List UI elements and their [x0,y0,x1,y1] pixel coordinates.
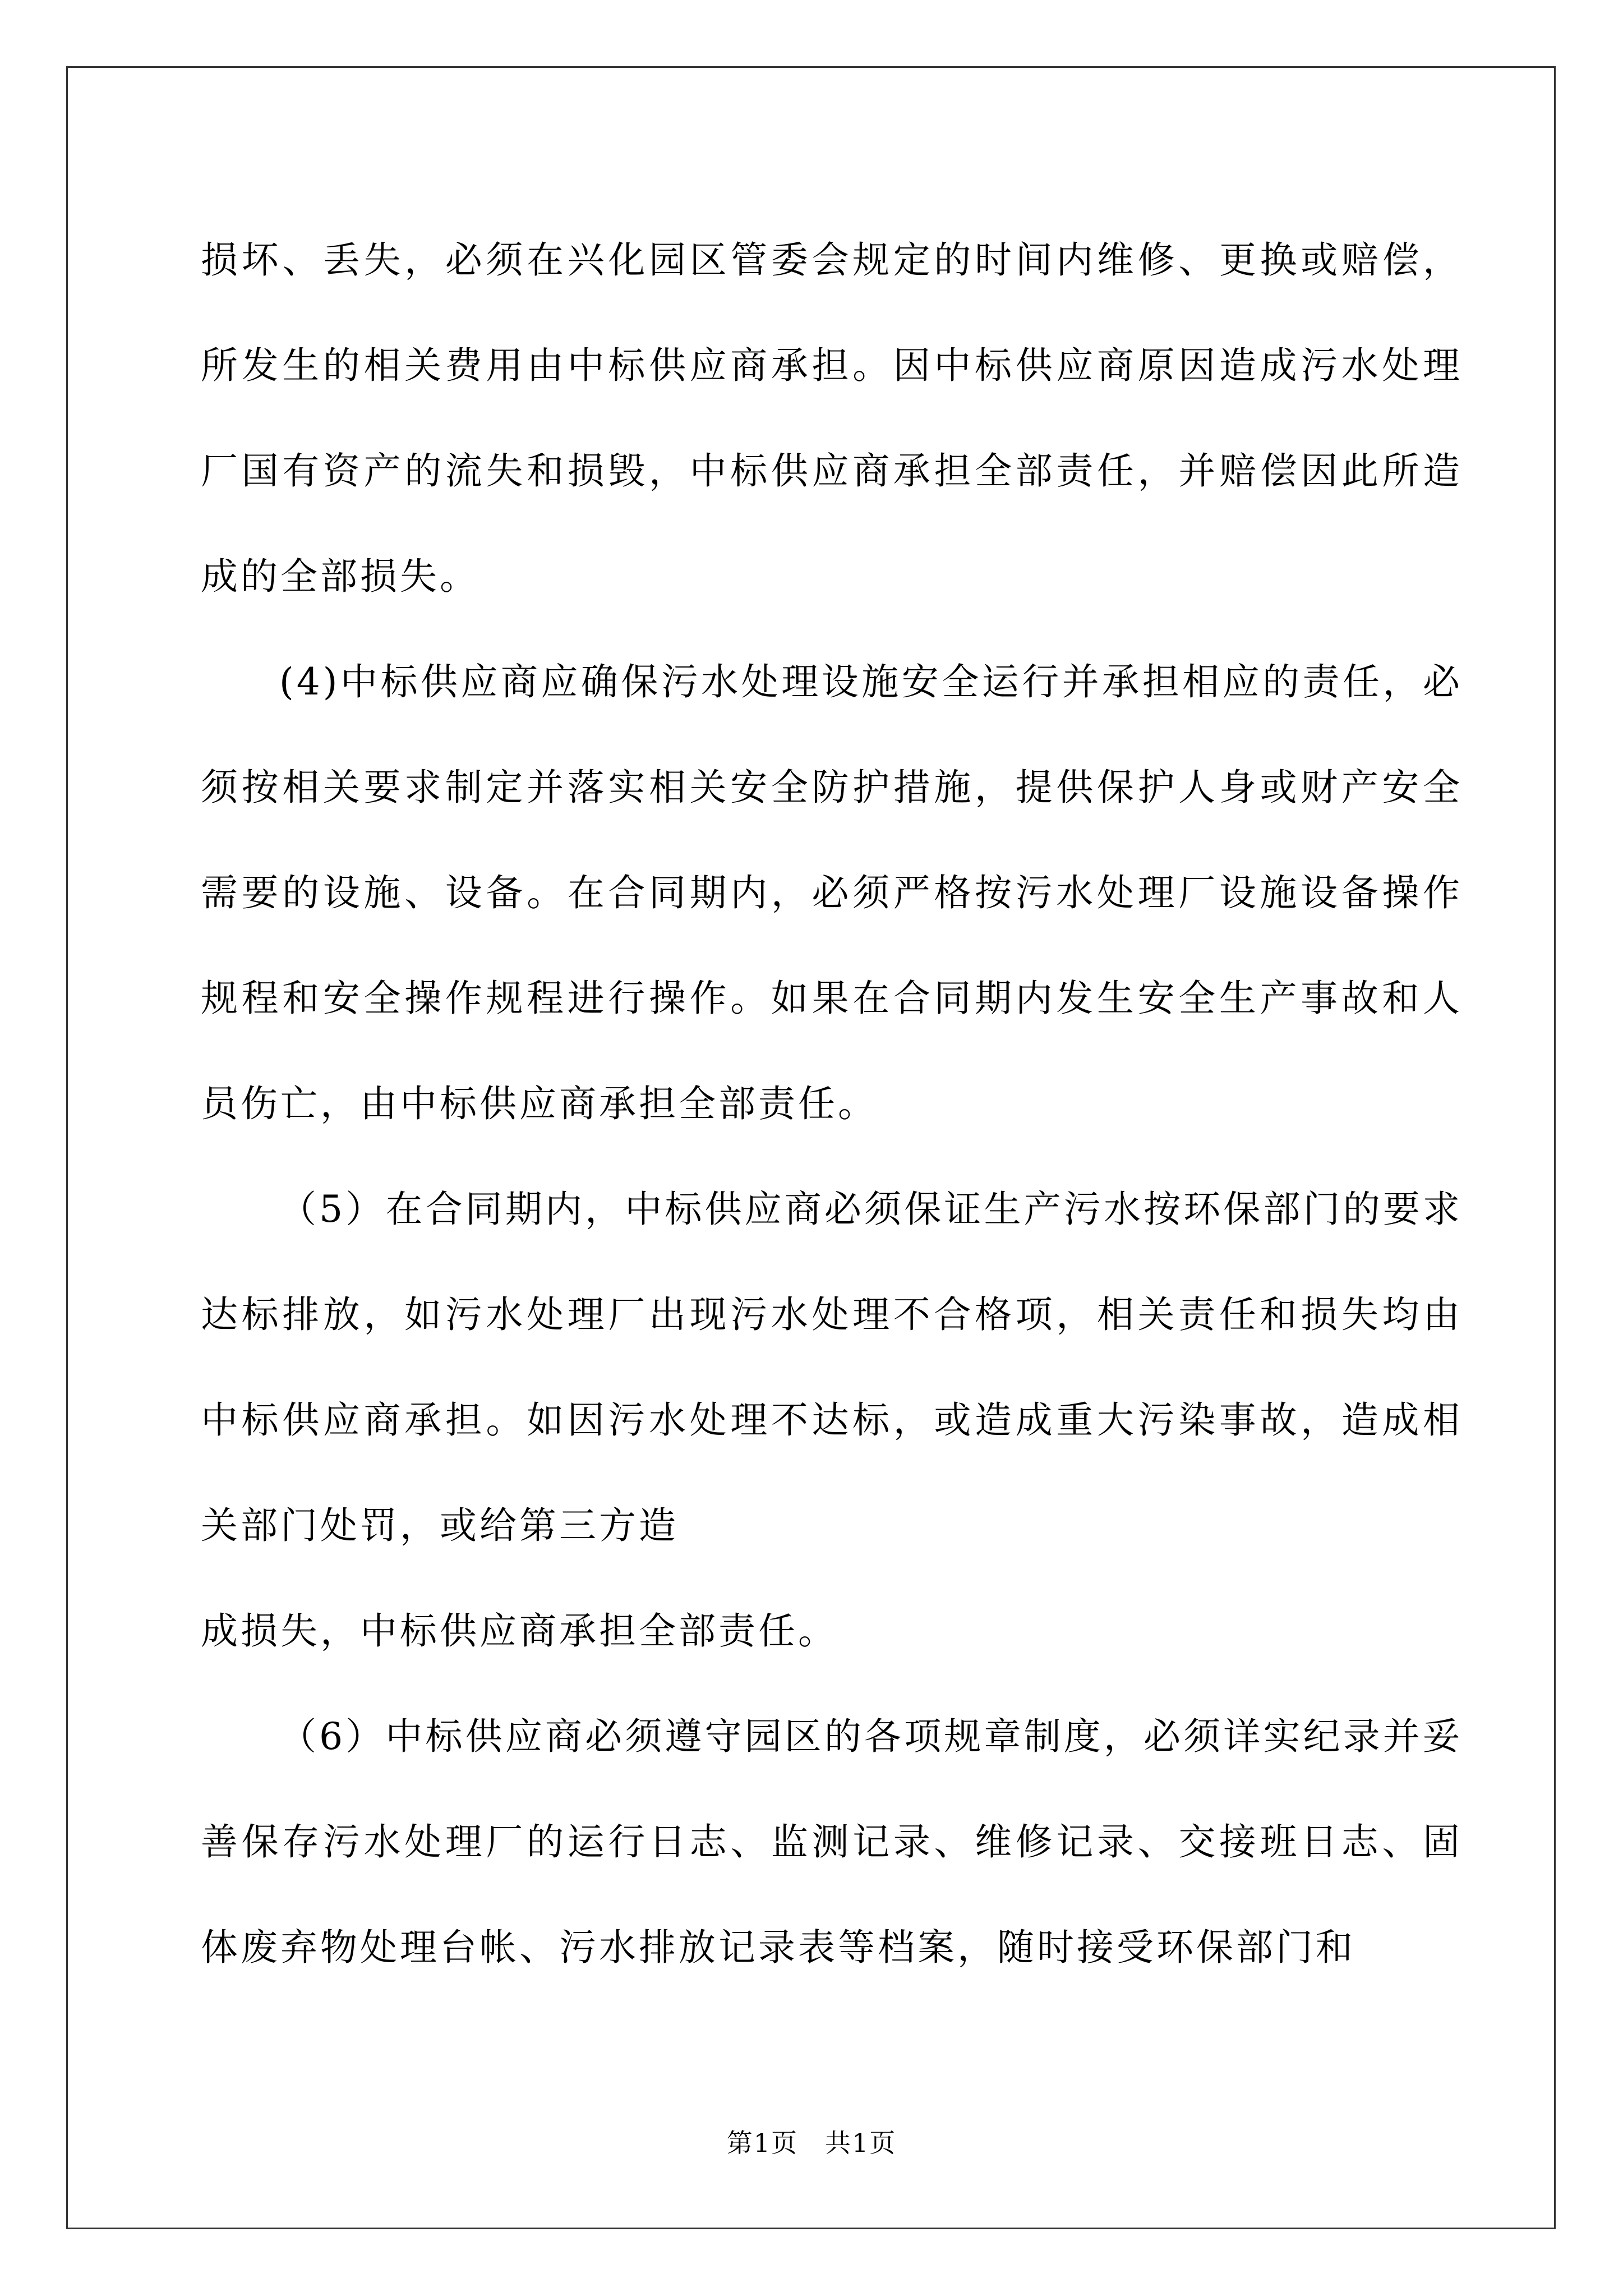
paragraph-1 [201,208,1463,629]
paragraph-3 [201,1157,1463,1684]
paragraph-3-text: （5）在合同期内，中标供应商必须保证生产污水按环保部门的要求达标排放，如污水处理厂出现污水处理不合格项，相关责任和损失均由中标供应商承担。如因污水处理不达标，或造成重大污染事故，造成相关部门处罚，或给第三方造 [201,1188,1463,1547]
paragraph-1-text: 损坏、丢失，必须在兴化园区管委会规定的时间内维修、更换或赔偿，所发生的相关费用由中标供应商承担。因中标供应商原因造成污水处理厂国有资产的流失和损毁，中标供应商承担全部责任，并赔偿因此所造成的全部损失。 [201,238,1463,598]
paragraph-4 [201,1684,1463,2000]
paragraph-3-tail: 成损失，中标供应商承担全部责任。 [201,1609,838,1653]
paragraph-2 [201,629,1463,1157]
paragraph-4-text: （6）中标供应商必须遵守园区的各项规章制度，必须详实纪录并妥善保存污水处理厂的运行日志、监测记录、维修记录、交接班日志、固体废弃物处理台帐、污水排放记录表等档案，随时接受环保部门和 [201,1715,1463,1969]
document-body [201,208,1463,2000]
page-number: 第1页 共1页 [726,2128,897,2158]
paragraph-2-text: (4)中标供应商应确保污水处理设施安全运行并承担相应的责任，必须按相关要求制定并落实相关安全防护措施，提供保护人身或财产安全需要的设施、设备。在合同期内，必须严格按污水处理厂设施设备操作规程和安全操作规程进行操作。如果在合同期内发生安全生产事故和人员伤亡，由中标供应商承担全部责任。 [201,660,1463,1125]
